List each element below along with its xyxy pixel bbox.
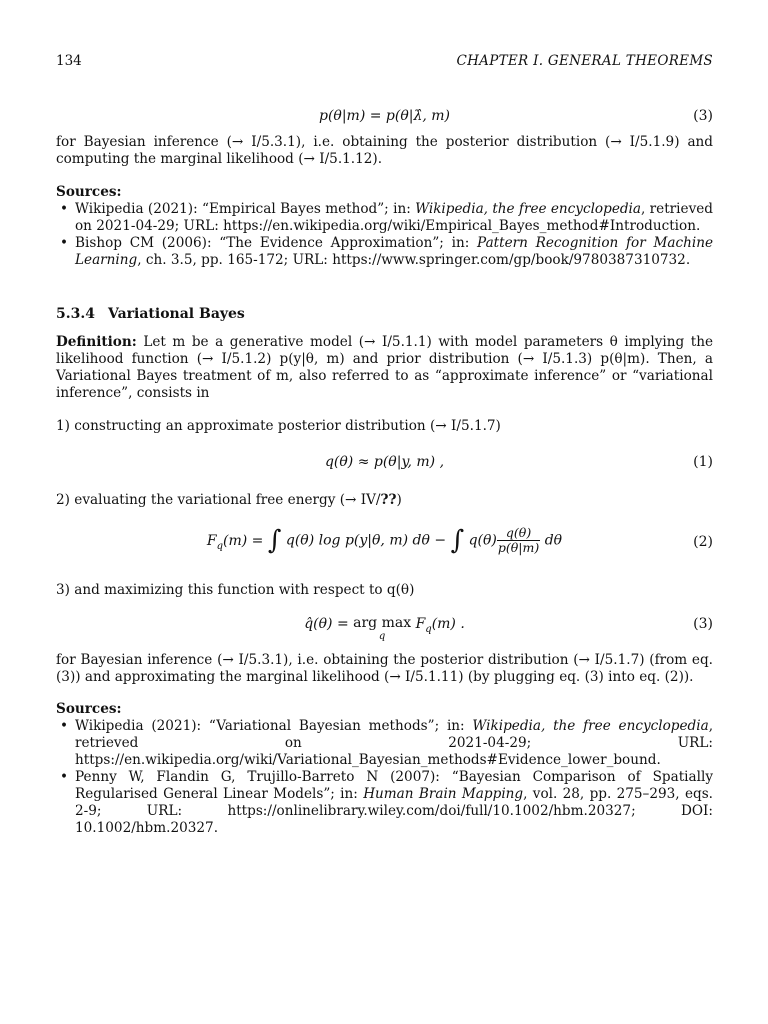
equation-2-sub: q (216, 540, 224, 552)
equation-top-rhs: , m) (422, 108, 451, 124)
document-page (56, 0, 713, 1024)
equation-top-number: (3) (693, 108, 713, 124)
equation-top-lambda: λ̂ (413, 108, 423, 124)
equation-3-body (56, 616, 713, 644)
equation-3-lhs: q̂(θ) = (304, 616, 349, 632)
chapter-title: CHAPTER I. GENERAL THEOREMS (456, 53, 713, 69)
equation-2-differential: dθ (544, 532, 563, 549)
step-2-text (56, 492, 713, 509)
source-text: , vol. 28, pp. 275–293, eqs. 2-9; URL: https://onlinelibrary.wiley.com/doi/full/10.1002/hbm.20327; DOI: 10.1002/hbm.20327. (75, 786, 713, 836)
equation-3 (56, 616, 713, 646)
equation-2 (56, 524, 713, 564)
step-1-text: 1) constructing an approximate posterior distribution (→ I/5.1.7) (56, 418, 501, 434)
source-venue: Wikipedia, the free encyclopedia (415, 201, 642, 217)
source-text: Penny W, Flandin G, Trujillo-Barreto N (2007): “Bayesian Comparison of Spatially Regularised General Linear Models”; in: (75, 769, 713, 802)
integral-symbol-2: ∫ (450, 525, 465, 556)
source-item (56, 235, 713, 269)
equation-top (56, 108, 713, 128)
sources-list-2 (56, 718, 713, 837)
definition-paragraph (56, 334, 713, 402)
equation-2-lhs-rest: (m) = (223, 532, 264, 549)
page-header (56, 53, 713, 71)
equation-1-number: (1) (693, 454, 713, 470)
source-venue: Wikipedia, the free encyclopedia (472, 718, 709, 734)
step-2-text-start: 2) evaluating the variational free energy (→ IV/ (56, 492, 381, 508)
equation-3-rhs-rest: (m) . (431, 616, 465, 632)
fraction-denominator: p(θ|m) (497, 540, 540, 555)
source-item (56, 718, 713, 769)
source-text: Wikipedia (2021): “Variational Bayesian methods”; in: (75, 718, 473, 734)
step-2-unresolved-ref: ?? (380, 492, 397, 508)
top-paragraph: for Bayesian inference (→ I/5.3.1), i.e. obtaining the posterior distribution (→ I/5.1.9) and computing the marginal likelihood (→ I/5.1.12). (56, 134, 713, 167)
source-text: , retrieved on 2021-04-29; URL: https://en.wikipedia.org/wiki/Empirical_Bayes_method#Introduction. (75, 201, 713, 234)
page-number: 134 (56, 53, 82, 69)
argmax-operator (353, 616, 411, 644)
equation-3-number: (3) (693, 616, 713, 632)
step-3-text: 3) and maximizing this function with respect to q(θ) (56, 582, 415, 598)
equation-2-term-2: q(θ) (468, 532, 497, 549)
equation-2-fraction (497, 526, 540, 555)
equation-2-body (56, 526, 713, 555)
equation-3-F: F (415, 616, 426, 632)
equation-top-body (56, 108, 713, 124)
sources-list-1 (56, 201, 713, 269)
integral-symbol-1: ∫ (267, 525, 282, 556)
equation-3-sub: q (425, 623, 432, 635)
source-item (56, 201, 713, 235)
definition-text: Let m be a generative model (→ I/5.1.1) with model parameters θ implying the likelihood function (→ I/5.1.2) p(y|θ, m) and prior distribution (→ I/5.1.3) p(θ|m). Then, a Variational Bayes treatment of m, also referred to as “approximate inference” or “variational inference”, consists in (56, 334, 713, 401)
source-text: Bishop CM (2006): “The Evidence Approximation”; in: (75, 235, 478, 251)
source-venue: Pattern Recognition for Machine Learning (75, 235, 713, 268)
source-text: Wikipedia (2021): “Empirical Bayes method”; in: (75, 201, 416, 217)
equation-1-body: q(θ) ≈ p(θ|y, m) , (324, 454, 445, 470)
equation-top-lhs: p(θ|m) = p(θ| (318, 108, 414, 124)
equation-1 (56, 454, 713, 474)
section-number: 5.3.4 (56, 306, 95, 322)
sources-block-1 (56, 184, 713, 269)
fraction-numerator: q(θ) (497, 526, 540, 541)
source-item (56, 769, 713, 837)
equation-2-number: (2) (693, 534, 713, 550)
definition-label: Definition: (56, 334, 137, 350)
source-text: , ch. 3.5, pp. 165-172; URL: https://www.springer.com/gp/book/9780387310732. (137, 252, 691, 268)
argmax-text: arg max (353, 615, 412, 631)
bottom-paragraph: for Bayesian inference (→ I/5.3.1), i.e. obtaining the posterior distribution (→ I/5.1.7) (from eq. (3)) and approximating the marginal likelihood (→ I/5.1.11) (by plugging eq. (3) into eq. (2)). (56, 652, 713, 685)
sources-block-2 (56, 701, 713, 837)
step-2-text-end: ) (396, 492, 402, 508)
argmax-subscript: q (378, 631, 386, 642)
equation-2-F: F (206, 532, 217, 549)
equation-2-lhs (206, 532, 264, 552)
equation-3-rhs (415, 616, 465, 635)
sources-title-2: Sources: (56, 701, 122, 717)
section-title: Variational Bayes (108, 306, 245, 322)
source-venue: Human Brain Mapping (363, 786, 524, 802)
source-text: , retrieved on 2021-04-29; URL: https://en.wikipedia.org/wiki/Variational_Bayesian_methods#Evidence_lower_bound. (75, 718, 714, 768)
section-heading (56, 306, 245, 322)
sources-title-1: Sources: (56, 184, 122, 200)
equation-2-term-1: q(θ) log p(y|θ, m) dθ − (285, 532, 447, 549)
